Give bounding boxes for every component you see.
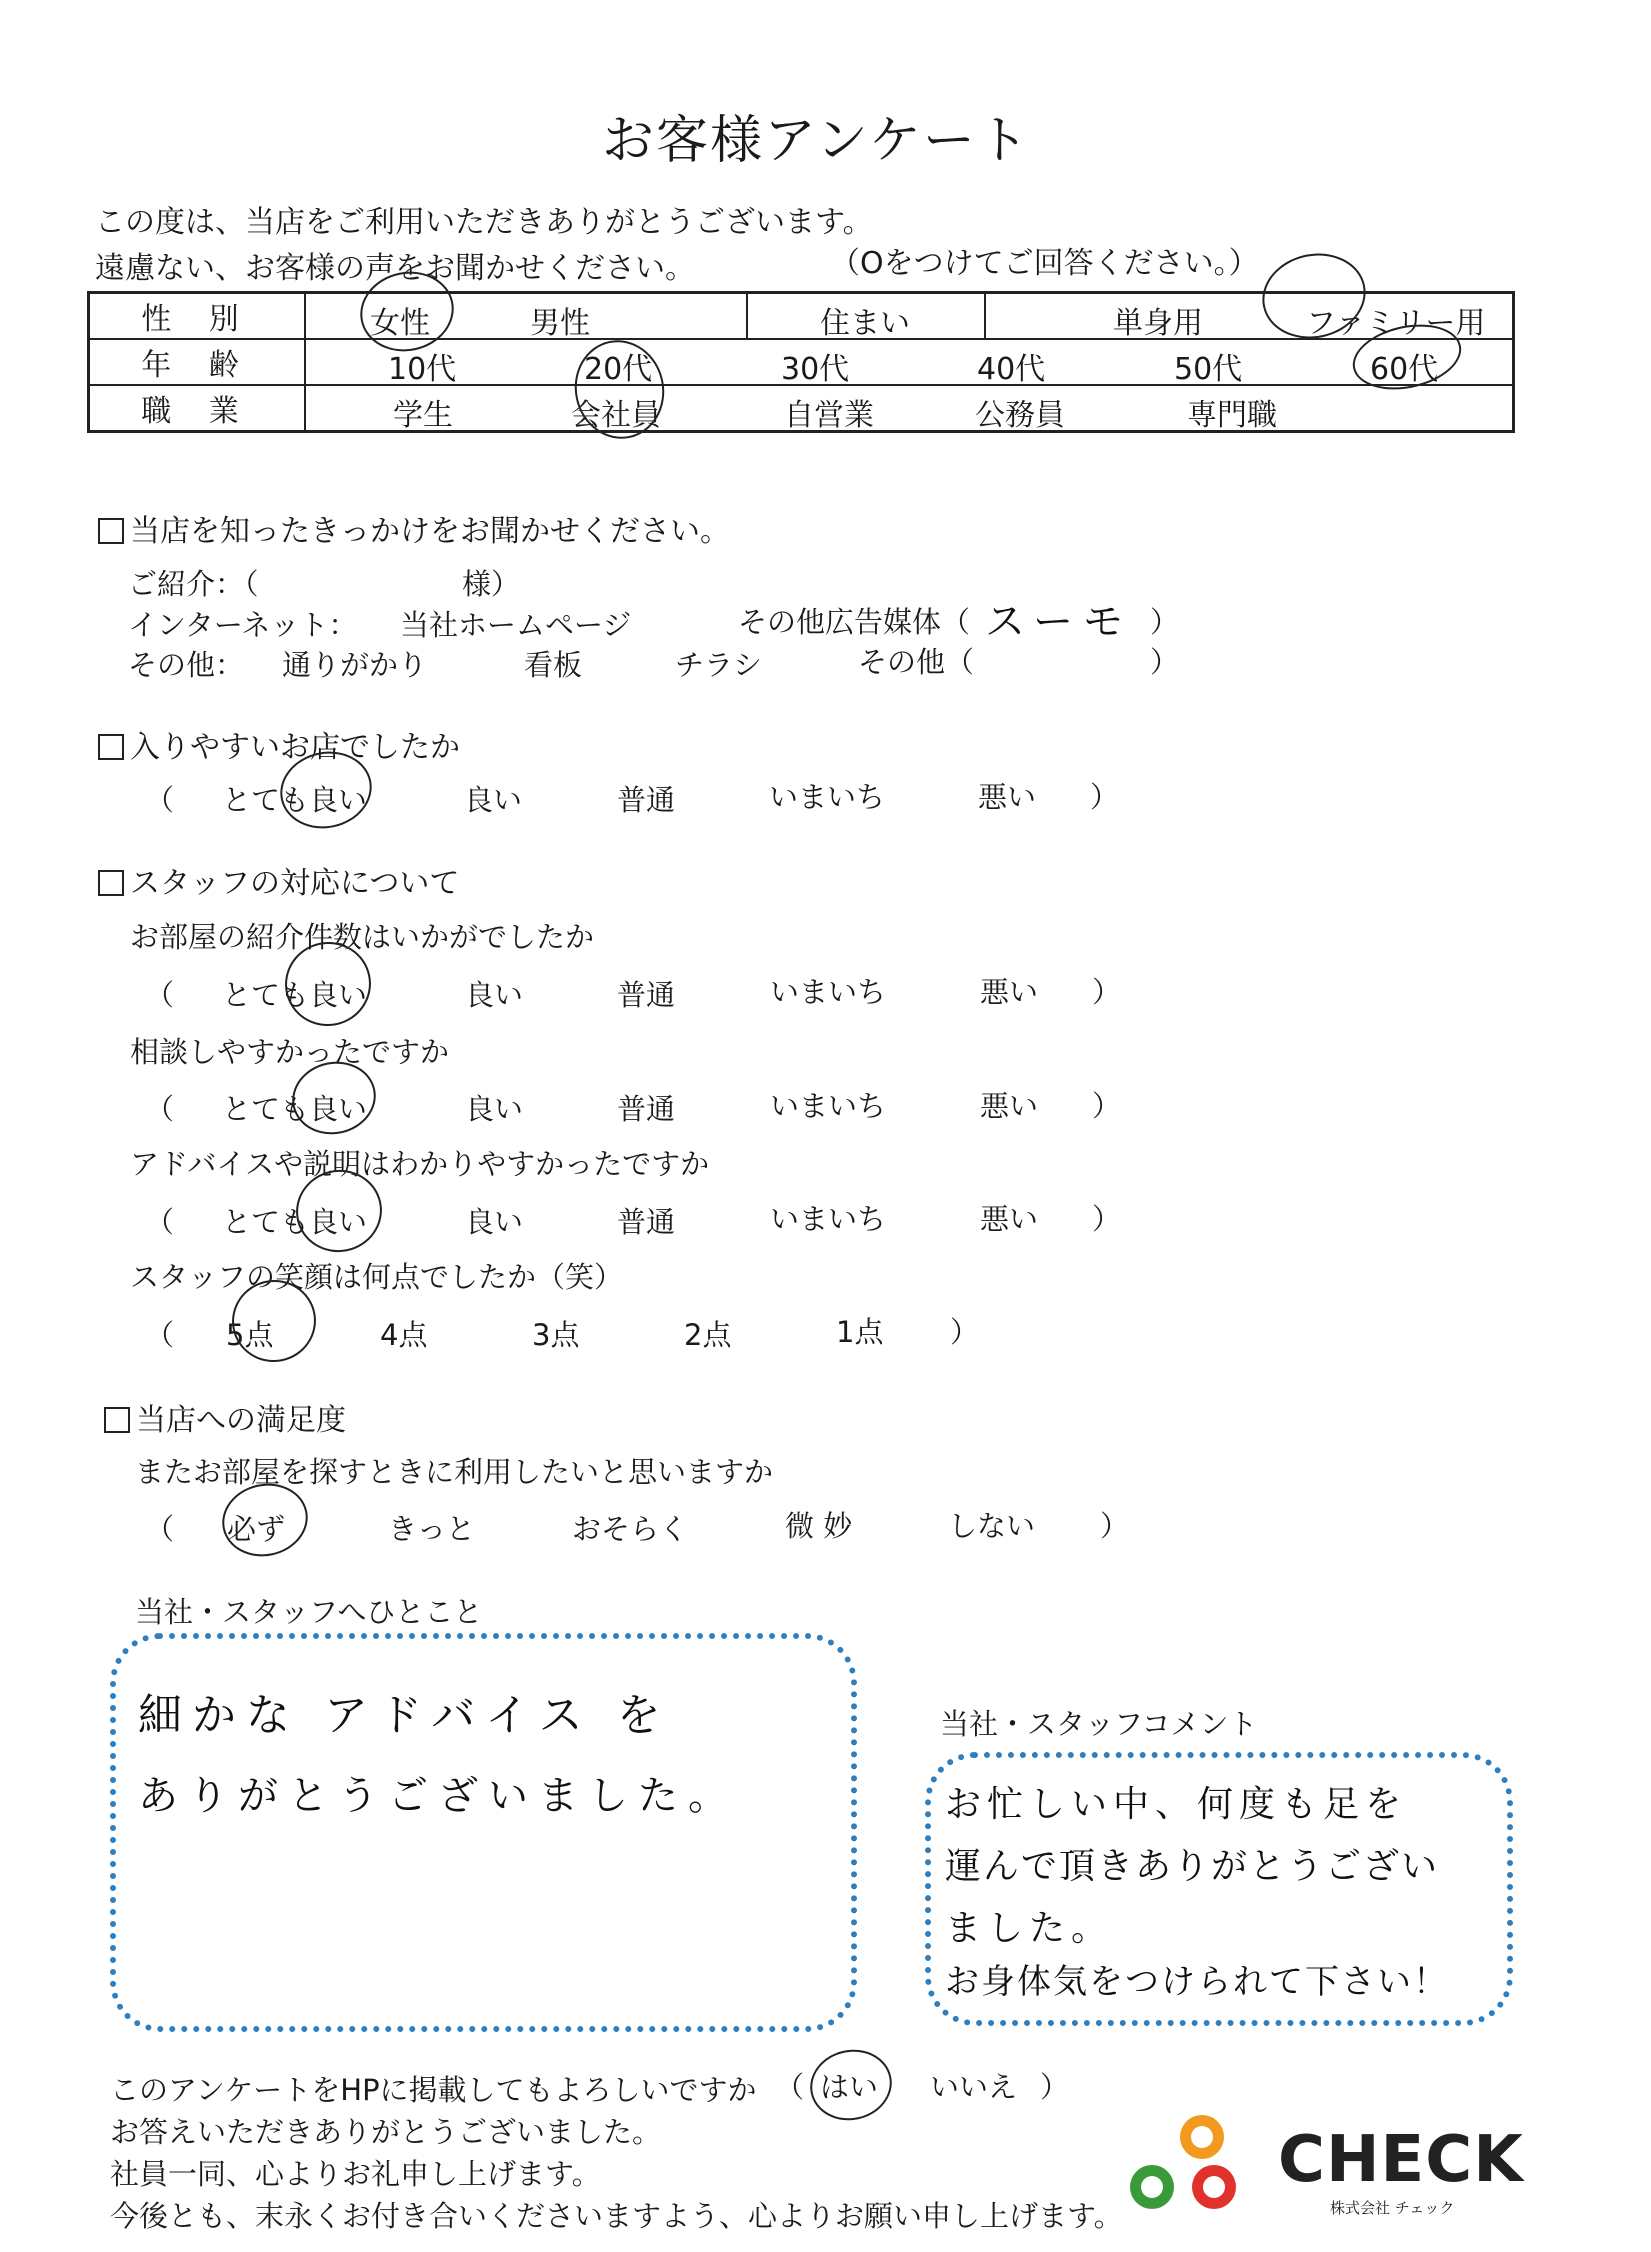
publish-option-yes[interactable]: はい [820,2070,879,2104]
staff-close-paren: ） [950,1315,980,1349]
staff-comment-box [925,1752,1513,2026]
staff-comment-line-4: お身体気をつけられて下さい！ [945,1962,1449,2002]
answer-instruction: （Oをつけてご回答ください。） [830,246,1259,281]
other-media-answer: スーモ [985,599,1133,645]
other-option-signboard[interactable]: 看板 [524,648,583,682]
staff-q1-option-average[interactable]: 普通 [617,978,676,1012]
ease-option-very-good[interactable]: とても良い [222,783,368,817]
ease-heading-text: 入りやすいお店でしたか [130,730,460,765]
staff-q2-option-not-great[interactable]: いまいち [770,1089,887,1123]
staff-comment-line-3: ました。 [945,1908,1114,1949]
publish-option-no[interactable]: いいえ [930,2070,1018,2104]
ease-close-paren: ） [1090,780,1120,814]
staff-heading [98,858,459,902]
ease-option-not-great[interactable]: いまいち [769,780,886,814]
customer-comment-line-1: 細かな アドバイス を [138,1690,671,1741]
staff-comment-line-2: 運んで頂きありがとうござい [945,1846,1440,1887]
referral-label: ご紹介：（ [128,567,259,601]
customer-comment-box [110,1633,857,2032]
intro-line-1: この度は、当店をご利用いただきありがとうございます。 [95,205,873,240]
staff-q2-option-bad[interactable]: 悪い [980,1089,1039,1123]
residence-option-family[interactable]: ファミリー用 [1306,306,1486,341]
occupation-option-civil-servant[interactable]: 公務員 [975,398,1065,433]
residence-header: 住まい [820,306,910,341]
staff-q4-option-2[interactable]: 2点 [684,1318,732,1352]
residence-option-single[interactable]: 単身用 [1113,306,1203,341]
staff-q3-option-very-good[interactable]: とても良い [222,1205,368,1239]
ease-option-good[interactable]: 良い [464,783,523,817]
age-option-50s[interactable]: 50代 [1174,352,1243,387]
gender-option-male[interactable]: 男性 [530,306,590,341]
publish-close-paren: ） [1040,2070,1070,2104]
staff-q2-option-average[interactable]: 普通 [617,1092,676,1126]
staff-q3-option-average[interactable]: 普通 [617,1205,676,1239]
staff-comment-line-1: お忙しい中、何度も足を [945,1784,1408,1825]
staff-open-paren: （ [145,1318,175,1352]
satisfaction-question: またお部屋を探すときに利用したいと思いますか [135,1455,774,1489]
checkbox-icon [98,734,124,760]
staff-q2-option-good[interactable]: 良い [465,1092,524,1126]
internet-homepage-option[interactable]: 当社ホームページ [400,608,632,642]
divider [984,294,986,338]
checkbox-icon [98,870,124,896]
staff-close-paren: ） [1092,1202,1122,1236]
staff-close-paren: ） [1092,1089,1122,1123]
flower-icon [1192,2165,1236,2209]
trigger-heading-text: 当店を知ったきっかけをお聞かせください。 [130,514,730,549]
staff-open-paren: （ [145,1205,175,1239]
flower-icon [1130,2165,1174,2209]
other-option-passing[interactable]: 通りがかり [282,648,428,682]
satisfaction-option-definitely[interactable]: 必ず [227,1512,286,1546]
age-option-20s[interactable]: 20代 [584,352,653,387]
satisfaction-open-paren: （ [145,1512,175,1546]
satisfaction-heading-text: 当店への満足度 [136,1403,346,1438]
staff-q3-option-good[interactable]: 良い [465,1205,524,1239]
logo-company-name: 株式会社 チェック [1330,2199,1455,2217]
staff-q4-option-5[interactable]: 5点 [226,1318,274,1352]
age-header: 年 齢 [89,339,306,385]
other-option-flyer[interactable]: チラシ [675,648,763,682]
selection-circle [804,2042,899,2128]
ease-option-average[interactable]: 普通 [617,783,676,817]
age-option-60s[interactable]: 60代 [1370,352,1439,387]
staff-q1-option-good[interactable]: 良い [465,978,524,1012]
staff-q1-text: お部屋の紹介件数はいかがでしたか [130,920,595,954]
staff-q1-option-not-great[interactable]: いまいち [770,975,887,1009]
company-logo [1130,2115,1524,2225]
internet-label: インターネット： [128,608,358,642]
divider [746,294,748,338]
staff-comment-heading: 当社・スタッフコメント [940,1707,1258,1741]
staff-q4-option-3[interactable]: 3点 [532,1318,580,1352]
staff-q3-option-not-great[interactable]: いまいち [770,1202,887,1236]
staff-q1-option-bad[interactable]: 悪い [980,975,1039,1009]
staff-open-paren: （ [145,978,175,1012]
thanks-line-2: 社員一同、心よりお礼申し上げます。 [110,2157,601,2191]
staff-q2-option-very-good[interactable]: とても良い [222,1092,368,1126]
thanks-line-3: 今後とも、末永くお付き合いくださいますよう、心よりお願い申し上げます。 [110,2199,1123,2233]
customer-comment-line-2: ありがとうございました。 [138,1773,738,1819]
gender-header: 性 別 [89,293,306,340]
staff-q2-text: 相談しやすかったですか [130,1035,450,1069]
staff-heading-text: スタッフの対応について [130,866,460,901]
satisfaction-option-probably[interactable]: おそらく [572,1512,689,1546]
checkbox-icon [98,518,124,544]
satisfaction-close-paren: ） [1100,1509,1130,1543]
age-option-10s[interactable]: 10代 [388,352,457,387]
staff-q3-option-bad[interactable]: 悪い [980,1202,1039,1236]
intro-line-2: 遠慮ない、お客様の声をお聞かせください。 [95,251,695,286]
occupation-option-specialist[interactable]: 専門職 [1187,398,1277,433]
occupation-header: 職 業 [89,385,306,432]
other-media-close: ） [1150,605,1180,639]
occupation-option-employee[interactable]: 会社員 [571,398,661,433]
age-option-30s[interactable]: 30代 [781,352,850,387]
occupation-option-student[interactable]: 学生 [393,398,453,433]
publish-question: このアンケートをHPに掲載してもよろしいですか [110,2073,757,2107]
staff-close-paren: ） [1092,975,1122,1009]
other-media-option[interactable]: その他広告媒体（ [738,605,971,639]
age-option-40s[interactable]: 40代 [977,352,1046,387]
publish-open-paren: （ [775,2070,805,2104]
staff-q4-text: スタッフの笑顔は何点でしたか（笑） [130,1260,624,1294]
logo-brand-text: CHECK [1278,2123,1524,2197]
flower-icon [1180,2115,1224,2159]
other-free-close: ） [1150,645,1180,679]
ease-option-bad[interactable]: 悪い [978,780,1037,814]
staff-open-paren: （ [145,1092,175,1126]
gender-option-female[interactable]: 女性 [370,306,430,341]
ease-open-paren: （ [145,783,175,817]
thanks-line-1: お答えいただきありがとうございました。 [110,2115,662,2149]
occupation-option-self-employed[interactable]: 自営業 [784,398,874,433]
page-title: お客様アンケート [602,111,1031,171]
staff-q1-option-very-good[interactable]: とても良い [222,978,368,1012]
staff-q4-option-1[interactable]: 1点 [836,1315,884,1349]
satisfaction-option-no[interactable]: しない [948,1509,1036,1543]
other-label: その他： [128,648,245,682]
satisfaction-option-surely[interactable]: きっと [388,1512,476,1546]
other-free-option[interactable]: その他（ [858,645,975,679]
satisfaction-option-unsure[interactable]: 微 妙 [785,1509,853,1543]
trigger-heading [98,506,730,550]
comment-heading: 当社・スタッフへひとこと [135,1595,483,1629]
satisfaction-heading [104,1395,346,1439]
checkbox-icon [104,1407,130,1433]
staff-q3-text: アドバイスや説明はわかりやすかったですか [130,1147,710,1181]
staff-q4-option-4[interactable]: 4点 [380,1318,428,1352]
referral-suffix: 様） [462,567,521,601]
ease-heading [98,722,460,766]
